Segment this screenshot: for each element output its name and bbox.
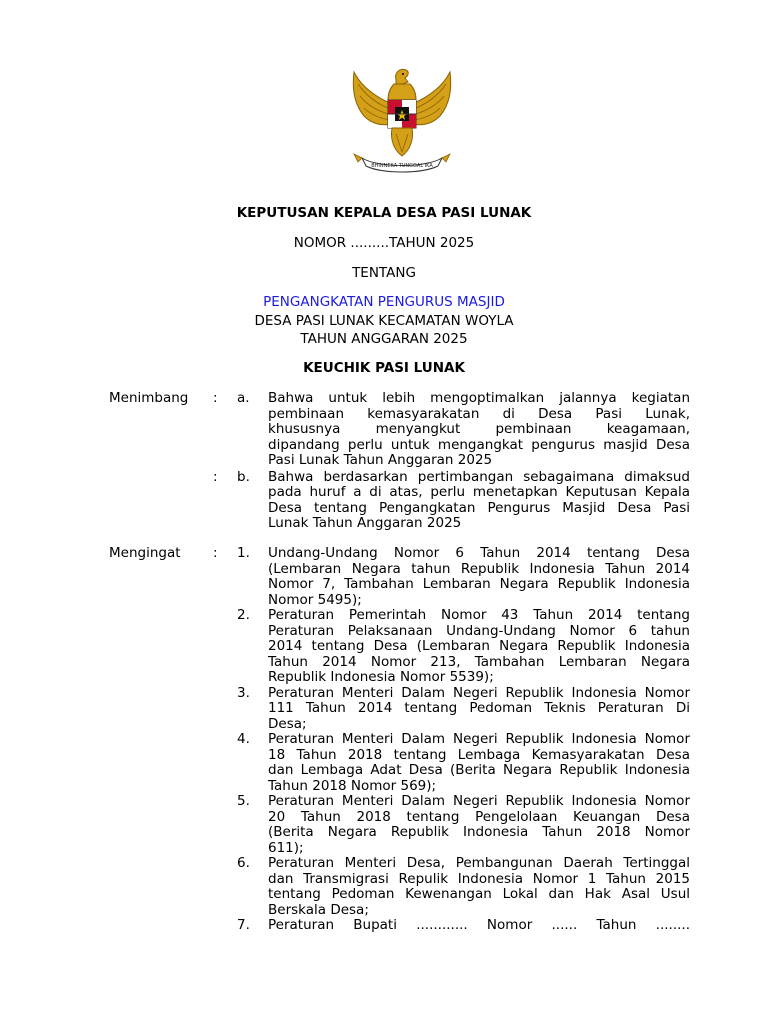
mengingat-item (0, 918, 768, 934)
text-line: Peraturan Bupati ............ Nomor ...... Tahun ........ (268, 917, 690, 933)
text-line: Peraturan Menteri Dalam Negeri Republik Indonesia Nomor (268, 684, 690, 701)
text-line: Nomor 5495); (268, 591, 362, 608)
mengingat-item (0, 546, 768, 608)
text-line: Desa tentang Pengangkatan Pengurus Masjid Desa Pasi (268, 499, 690, 516)
document-title: KEPUTUSAN KEPALA DESA PASI LUNAK (236, 205, 532, 221)
menimbang-item (0, 470, 768, 532)
menimbang-label: Menimbang (109, 390, 189, 406)
text-line: 2014 tentang Desa (Lembaran Negara Republik Indonesia (268, 638, 690, 654)
text-line: dan Transmigrasi Repulik Indonesia Nomor 1 Tahun 2015 (268, 870, 690, 887)
document-number: NOMOR .........TAHUN 2025 (293, 235, 475, 251)
text-line: Tahun 2014 Nomor 213, Tambahan Lembaran Negara (268, 653, 690, 670)
text-line: 611); (268, 839, 304, 856)
mengingat-item (0, 608, 768, 686)
mengingat-item (0, 686, 768, 733)
text-line: Desa; (268, 715, 307, 732)
item-text (268, 918, 690, 934)
text-line: pada huruf a di atas, perlu menetapkan Keputusan Kepala (268, 484, 690, 500)
mengingat-item (0, 794, 768, 856)
subject-line-3: TAHUN ANGGARAN 2025 (300, 331, 468, 347)
item-text (268, 732, 690, 794)
text-line: 111 Tahun 2014 tentang Pedoman Teknis Peraturan Di (268, 700, 690, 716)
text-line: 18 Tahun 2018 tentang Lembaga Kemasyarakatan Desa (268, 746, 690, 763)
emblem-caption: BHINNEKA TUNGGAL IKA (371, 163, 433, 169)
text-line: Nomor 7, Tambahan Lembaran Negara Republik Indonesia (268, 576, 690, 592)
item-marker: 5. (237, 793, 250, 809)
colon: : (213, 390, 218, 406)
mengingat-item (0, 856, 768, 918)
item-text (268, 546, 690, 608)
text-line: Pasi Lunak Tahun Anggaran 2025 (268, 452, 493, 468)
text-line: khususnya menyangkut pembinaan keagamaan, (268, 421, 690, 437)
item-text (268, 470, 690, 532)
item-text (268, 686, 690, 733)
text-line: Bahwa untuk lebih mengoptimalkan jalannya kegiatan (268, 390, 690, 406)
issuer-heading: KEUCHIK PASI LUNAK (303, 360, 465, 376)
text-line: Undang-Undang Nomor 6 Tahun 2014 tentang Desa (268, 545, 690, 561)
text-line: Peraturan Menteri Dalam Negeri Republik Indonesia Nomor (268, 793, 690, 809)
text-line: Bahwa berdasarkan pertimbangan sebagaimana dimaksud (268, 468, 690, 485)
text-line: tentang Pedoman Kewenangan Lokal dan Hak Asal Usul (268, 886, 690, 902)
mengingat-item (0, 732, 768, 794)
item-marker: 1. (237, 545, 250, 561)
item-marker: 2. (237, 607, 250, 623)
item-marker: 6. (237, 855, 250, 871)
text-line: Berskala Desa; (268, 901, 369, 918)
text-line: dipandang perlu untuk mengangkat pengurus masjid Desa (268, 436, 690, 453)
item-marker: 7. (237, 917, 250, 933)
text-line: Peraturan Menteri Dalam Negeri Republik Indonesia Nomor (268, 731, 690, 747)
item-text (268, 391, 690, 469)
item-marker: a. (237, 390, 250, 406)
colon: : (213, 545, 218, 561)
text-line: Tahun 2018 Nomor 569); (268, 777, 437, 794)
item-text (268, 608, 690, 686)
subject-line-1: PENGANGKATAN PENGURUS MASJID (263, 294, 505, 310)
colon: : (213, 468, 218, 485)
subject-line-2: DESA PASI LUNAK KECAMATAN WOYLA (254, 313, 514, 329)
text-line: Peraturan Pelaksanaan Undang-Undang Nomor 6 tahun (268, 622, 690, 639)
menimbang-section (0, 391, 768, 532)
mengingat-section (0, 546, 768, 934)
text-line: Peraturan Pemerintah Nomor 43 Tahun 2014 tentang (268, 607, 690, 623)
menimbang-item (0, 391, 768, 469)
mengingat-label: Mengingat (109, 545, 181, 561)
item-marker: 3. (237, 684, 250, 701)
item-text (268, 856, 690, 918)
text-line: (Berita Negara Republik Indonesia Tahun 2018 Nomor (268, 824, 690, 840)
garuda-emblem (348, 64, 456, 176)
document-about: TENTANG (352, 265, 416, 281)
text-line: pembinaan kemasyarakatan di Desa Pasi Lunak, (268, 405, 690, 422)
text-line: Republik Indonesia Nomor 5539); (268, 669, 494, 685)
text-line: Peraturan Menteri Desa, Pembangunan Daerah Tertinggal (268, 855, 690, 871)
item-marker: 4. (237, 731, 250, 747)
item-marker: b. (237, 468, 250, 485)
text-line: Lunak Tahun Anggaran 2025 (268, 515, 462, 531)
item-text (268, 794, 690, 856)
text-line: dan Lembaga Adat Desa (Berita Negara Republik Indonesia (268, 762, 690, 778)
text-line: (Lembaran Negara tahun Republik Indonesia Tahun 2014 (268, 560, 690, 577)
text-line: 20 Tahun 2018 tentang Pengelolaan Keuangan Desa (268, 808, 690, 825)
